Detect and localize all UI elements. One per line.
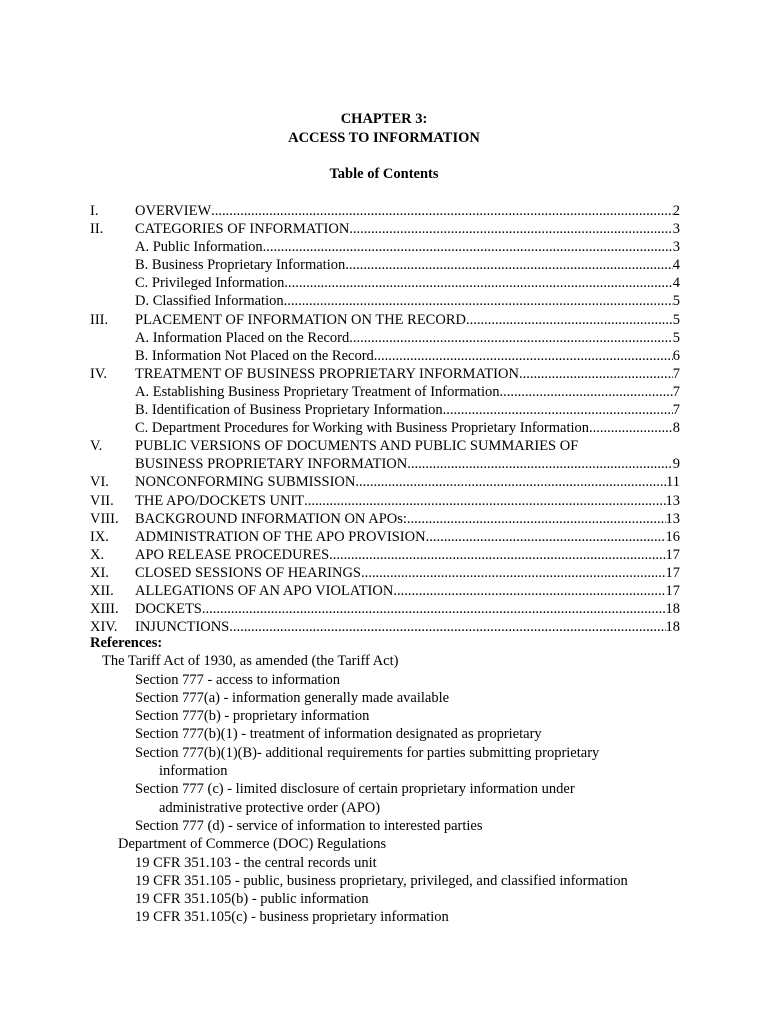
toc-row (90, 564, 680, 582)
reference-line: 19 CFR 351.105(b) - public information (135, 891, 369, 908)
toc-page-number: 8 (672, 420, 680, 437)
toc-dot-leader (407, 510, 666, 528)
toc-page-number: 6 (672, 347, 680, 364)
toc-entry (135, 365, 680, 383)
toc-heading: Table of Contents (329, 166, 439, 182)
toc-entry-label: B. Information Not Placed on the Record (135, 347, 374, 364)
toc-page-number: 5 (672, 293, 680, 310)
toc-dot-leader (519, 365, 673, 383)
toc-number: XI. (90, 564, 109, 581)
toc-entry-label: NONCONFORMING SUBMISSION (135, 474, 356, 491)
toc-page-number: 4 (672, 275, 680, 292)
toc-dot-leader (407, 455, 673, 473)
toc-entry (135, 546, 680, 564)
toc-entry (135, 238, 680, 256)
toc-entry-label: BACKGROUND INFORMATION ON APOs: (135, 510, 407, 527)
toc-dot-leader (349, 329, 673, 347)
references-section (90, 634, 730, 927)
chapter-number: CHAPTER 3: (340, 111, 428, 127)
toc-page-number: 3 (672, 221, 680, 238)
toc-number: II. (90, 221, 104, 238)
toc-entry (135, 220, 680, 238)
toc-number: I. (90, 203, 99, 219)
toc-entry-label: INJUNCTIONS (135, 619, 230, 636)
reference-line: 19 CFR 351.103 - the central records unit (135, 854, 377, 871)
toc-entry (135, 347, 680, 365)
toc-entry-label: A. Establishing Business Proprietary Treatment of Information (135, 383, 500, 400)
toc-number: XIV. (90, 619, 118, 636)
toc-row (90, 546, 680, 564)
toc-page-number: 5 (672, 329, 680, 346)
toc-dot-leader (304, 492, 665, 510)
toc-page-number: 13 (665, 510, 680, 527)
toc-entry (135, 437, 680, 455)
toc-number: VI. (90, 474, 109, 491)
toc-number: VIII. (90, 510, 119, 527)
reference-line: Section 777(b) - proprietary information (135, 708, 370, 725)
toc-entry (135, 401, 680, 419)
chapter-title: ACCESS TO INFORMATION (288, 130, 480, 146)
toc-page-number: 4 (672, 257, 680, 274)
toc-entry (135, 274, 680, 292)
toc-entry (135, 473, 680, 491)
toc-entry (135, 582, 680, 600)
toc-row (90, 437, 680, 455)
toc-page-number: 17 (665, 582, 680, 599)
toc-entry-label: A. Public Information (135, 239, 263, 256)
toc-entry-label: D. Classified Information (135, 293, 284, 310)
toc-entry (135, 564, 680, 582)
toc-page-number: 16 (665, 528, 680, 545)
toc-entry-label: APO RELEASE PROCEDURES (135, 546, 330, 563)
toc-entry-label: CLOSED SESSIONS OF HEARINGS (135, 564, 361, 581)
toc-page-number: 18 (665, 601, 680, 618)
toc-entry-label: ADMINISTRATION OF THE APO PROVISION (135, 528, 426, 545)
toc-number: IX. (90, 528, 109, 545)
toc-entry-label: C. Privileged Information (135, 275, 285, 292)
toc-dot-leader (284, 274, 672, 292)
toc-row (90, 528, 680, 546)
toc-dot-leader (426, 528, 666, 546)
toc-entry (135, 510, 680, 528)
toc-page-number: 9 (672, 456, 680, 473)
toc-row (90, 202, 680, 220)
toc-dot-leader (361, 564, 666, 582)
toc-entry-label: PLACEMENT OF INFORMATION ON THE RECORD (135, 311, 466, 328)
toc-page-number: 11 (666, 474, 680, 491)
toc-number: X. (90, 546, 105, 563)
toc-entry-label: CATEGORIES OF INFORMATION (135, 221, 350, 238)
toc-entry (135, 256, 680, 274)
toc-row (90, 238, 680, 256)
toc-dot-leader (589, 419, 673, 437)
toc-row (90, 365, 680, 383)
toc-entry-label: B. Identification of Business Proprietary Information (135, 402, 443, 419)
reference-line: Section 777(a) - information generally made available (135, 689, 450, 706)
toc-dot-leader (345, 256, 673, 274)
toc-number: III. (90, 311, 109, 328)
reference-line: 19 CFR 351.105 - public, business proprietary, privileged, and classified information (135, 872, 628, 889)
toc-page-number: 13 (665, 492, 680, 509)
toc-number: V. (90, 438, 103, 455)
toc-entry-label: THE APO/DOCKETS UNIT (135, 492, 305, 509)
toc-page-number: 17 (665, 546, 680, 563)
toc-row (90, 510, 680, 528)
toc-page-number: 5 (672, 311, 680, 328)
toc-dot-leader (393, 582, 665, 600)
toc-dot-leader (284, 292, 673, 310)
toc-entry (135, 329, 680, 347)
toc-dot-leader (443, 401, 673, 419)
reference-line: Section 777 (c) - limited disclosure of certain proprietary information under (135, 781, 575, 798)
toc-entry-label: C. Department Procedures for Working with Business Proprietary Information (135, 420, 590, 437)
toc-row (90, 256, 680, 274)
references-heading: References: (90, 635, 163, 651)
toc-dot-leader (263, 238, 673, 256)
toc-row (90, 419, 680, 437)
toc-dot-leader (499, 383, 672, 401)
toc-entry (135, 492, 680, 510)
toc-entry-label: B. Business Proprietary Information (135, 257, 346, 274)
reference-line: Section 777 - access to information (135, 671, 340, 688)
toc-entry (135, 455, 680, 473)
toc-entry-label: DOCKETS (135, 601, 202, 618)
toc-row (90, 600, 680, 618)
toc-entry-label: BUSINESS PROPRIETARY INFORMATION (135, 456, 408, 473)
reference-line: information (159, 763, 228, 780)
toc-page-number: 17 (665, 564, 680, 581)
toc-row (90, 383, 680, 401)
toc-number: IV. (90, 365, 108, 382)
toc-row (90, 582, 680, 600)
toc-dot-leader (211, 202, 673, 220)
toc-number: XIII. (90, 601, 119, 618)
toc-row (90, 492, 680, 510)
reference-line: 19 CFR 351.105(c) - business proprietary information (135, 909, 449, 926)
toc-row (90, 311, 680, 329)
reference-line: Section 777(b)(1)(B)- additional requirements for parties submitting proprietary (135, 744, 600, 761)
toc-entry-label: ALLEGATIONS OF AN APO VIOLATION (135, 582, 394, 599)
toc-entry (135, 202, 680, 220)
toc-entry (135, 292, 680, 310)
toc-dot-leader (466, 311, 673, 329)
reference-line: Department of Commerce (DOC) Regulations (118, 836, 387, 853)
toc-row (90, 329, 680, 347)
toc-number: VII. (90, 492, 114, 509)
toc-number: XII. (90, 582, 114, 599)
toc-page-number: 7 (672, 402, 680, 419)
toc-page-number: 3 (672, 239, 680, 256)
toc-page-number: 7 (672, 365, 680, 382)
reference-line: The Tariff Act of 1930, as amended (the Tariff Act) (102, 653, 399, 670)
toc-entry (135, 311, 680, 329)
toc-dot-leader (329, 546, 665, 564)
reference-line: Section 777(b)(1) - treatment of information designated as proprietary (135, 726, 542, 743)
toc-row (90, 455, 680, 473)
toc-page-number: 2 (672, 203, 680, 219)
toc-entry (135, 419, 680, 437)
toc-row (90, 401, 680, 419)
toc-entry (135, 600, 680, 618)
toc-entry-label: OVERVIEW (135, 203, 212, 219)
toc-row (90, 347, 680, 365)
toc-dot-leader (374, 347, 673, 365)
toc-entry-label: TREATMENT OF BUSINESS PROPRIETARY INFORMATION (135, 365, 519, 382)
toc-entry-label: PUBLIC VERSIONS OF DOCUMENTS AND PUBLIC SUMMARIES OF (135, 438, 579, 455)
toc-row (90, 274, 680, 292)
toc-row (90, 292, 680, 310)
reference-line: Section 777 (d) - service of information to interested parties (135, 817, 483, 834)
toc-page-number: 18 (665, 619, 680, 636)
reference-line: administrative protective order (APO) (159, 799, 381, 816)
toc-dot-leader (349, 220, 672, 238)
table-of-contents (90, 202, 680, 636)
toc-entry (135, 528, 680, 546)
toc-entry-label: A. Information Placed on the Record (135, 329, 350, 346)
toc-row (90, 220, 680, 238)
toc-page-number: 7 (672, 383, 680, 400)
toc-dot-leader (202, 600, 666, 618)
toc-row (90, 473, 680, 491)
toc-dot-leader (355, 473, 666, 491)
toc-entry (135, 383, 680, 401)
